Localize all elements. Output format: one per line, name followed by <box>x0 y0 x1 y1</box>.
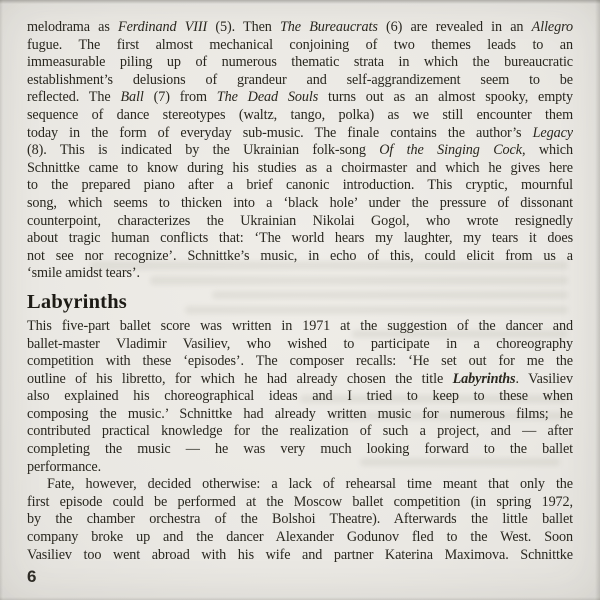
text-line: This five-part ballet score was written in 1971 at the suggestion of the dancer and <box>27 317 573 334</box>
text-line: company broke up and the dancer Alexander Godunov fled to the West. Soon <box>27 529 573 546</box>
paragraph <box>27 318 573 476</box>
text-line: immeasurable piling up of numerous thematic strata in which the bureaucratic <box>27 54 573 71</box>
scan-edge-right <box>595 0 600 600</box>
text-line: ballet-master Vladimir Vasiliev, who wished to participate in a choreography <box>27 335 573 352</box>
text-line: fugue. The first almost mechanical conjoining of two themes leads to an <box>27 36 573 53</box>
text-line: reflected. The Ball (7) from The Dead Souls turns out as an almost spooky, empty <box>27 89 573 106</box>
paragraph <box>27 19 573 283</box>
text-line: counterpoint, characterizes the Ukrainian Nikolai Gogol, who wrote resignedly <box>27 212 573 229</box>
text-line: Vasiliev too went abroad with his wife and partner Katerina Maximova. Schnittke <box>27 546 573 563</box>
text-line: performance. <box>27 458 102 475</box>
scan-edge-top <box>0 0 600 4</box>
text-line: completing the music — he was very much looking forward to the ballet <box>27 441 573 458</box>
text-line: competition with these ‘episodes’. The composer recalls: ‘He set out for me the <box>27 353 573 370</box>
text-line: song, which seems to thicken into a ‘black hole’ under the pressure of dissonant <box>27 194 573 211</box>
section-heading: Labyrinths <box>27 290 127 313</box>
scan-edge-left <box>0 0 3 600</box>
text-line: ‘smile amidst tears’. <box>27 265 140 282</box>
paragraph <box>27 476 573 564</box>
text-line: about tragic human conflicts that: ‘The world hears my laughter, my tears it does <box>27 230 573 247</box>
text-line: melodrama as Ferdinand VIII (5). Then The Bureaucrats (6) are revealed in an Allegro <box>27 19 573 35</box>
text-line: sequence of dance stereotypes (waltz, tango, polka) as we still encounter them <box>27 106 573 123</box>
text-line: composing the music.’ Schnittke had already written music for numerous films; he <box>27 405 573 422</box>
text-line: first episode could be performed at the Moscow ballet competition (in spring 1972, <box>27 493 573 510</box>
text-line: outline of his libretto, for which he had already chosen the title Labyrinths. Vasiliev <box>27 370 573 387</box>
text-line: Fate, however, decided otherwise: a lack of rehearsal time meant that only the <box>47 476 573 493</box>
text-line: Schnittke came to know during his studies as a choirmaster and which he gives here <box>27 159 573 176</box>
text-line: also explained his choreographical ideas and I tried to keep to these when <box>27 388 573 405</box>
text-line: contributed practical knowledge for the realization of such a project, and — after <box>27 423 573 440</box>
text-line: by the chamber orchestra of the Bolshoi Theatre). Afterwards the little ballet <box>27 511 573 528</box>
text-line: (8). This is indicated by the Ukrainian folk-song Of the Singing Cock, which <box>27 142 573 159</box>
page-number: 6 <box>27 567 37 586</box>
text-column <box>27 19 573 564</box>
text-line: to the prepared piano after a brief canonic introduction. This cryptic, mournful <box>27 177 573 194</box>
text-line: today in the form of everyday sub-music. The finale contains the author’s Legacy <box>27 124 573 141</box>
text-line: establishment’s delusions of grandeur and self-aggrandizement seem to be <box>27 71 573 88</box>
text-line: not see nor recognize’. Schnittke’s music, in echo of this, could elicit from us a <box>27 247 573 264</box>
